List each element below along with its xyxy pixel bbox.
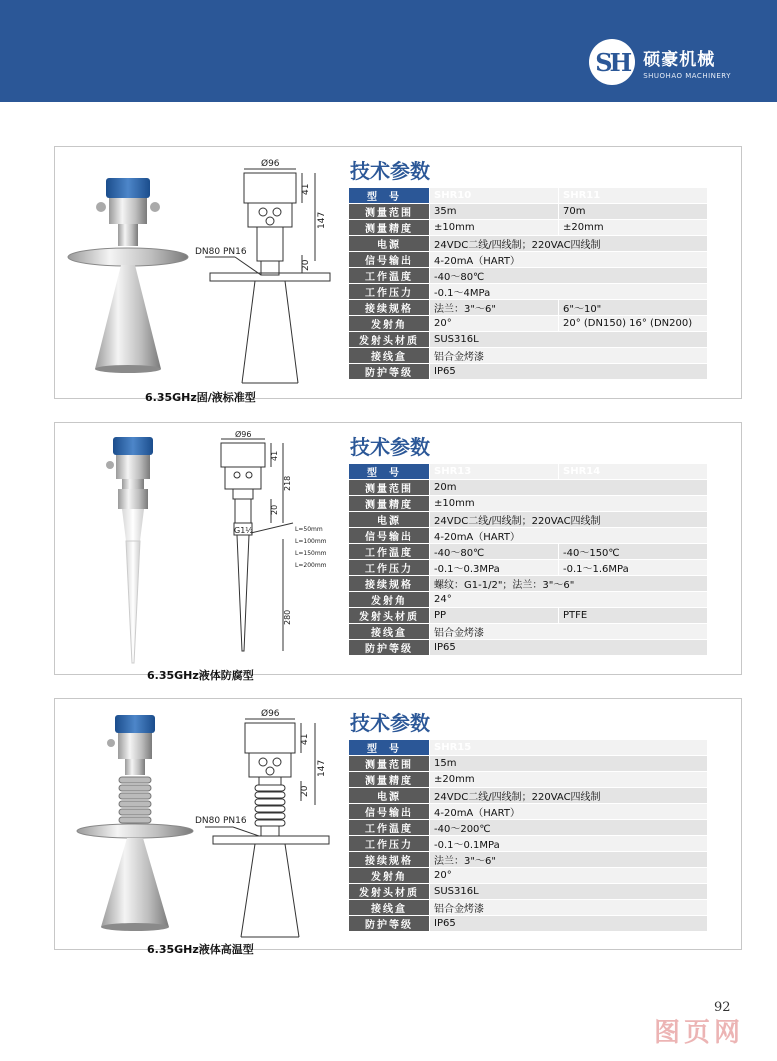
table-row: 工作压力 -0.1～0.1MPa (349, 836, 707, 852)
dimension-drawing (195, 705, 335, 941)
svg-text:20: 20 (270, 504, 279, 515)
product-caption: 6.35GHz液体高温型 (147, 943, 254, 956)
svg-text:L=50mm: L=50mm (295, 526, 323, 533)
table-row: 工作压力 -0.1～4MPa (349, 284, 707, 300)
svg-text:DN80 PN16: DN80 PN16 (195, 816, 247, 826)
page-header (0, 0, 777, 102)
table-row: 工作压力 -0.1～0.3MPa -0.1～1.6MPa (349, 560, 707, 576)
table-row: 防护等级 IP65 (349, 640, 707, 656)
table-row: 测量精度 ±10mm ±20mm (349, 220, 707, 236)
product-panel-1 (54, 146, 742, 404)
product-photo-standard (63, 173, 213, 375)
table-row: 测量精度 ±20mm (349, 772, 707, 788)
company-name-cn: 硕豪机械 (643, 49, 716, 70)
svg-text:147: 147 (317, 211, 327, 229)
svg-text:G1½: G1½ (234, 526, 254, 535)
table-row: 测量范围 15m (349, 756, 707, 772)
svg-text:Ø96: Ø96 (261, 159, 280, 169)
table-row: 测量范围 20m (349, 480, 707, 496)
svg-text:41: 41 (300, 733, 310, 745)
spec-table (349, 740, 707, 932)
table-row: 电源 24VDC二线/四线制；220VAC四线制 (349, 788, 707, 804)
table-row: 防护等级 IP65 (349, 364, 707, 380)
svg-text:L=100mm: L=100mm (295, 538, 327, 545)
table-row: 防护等级 IP65 (349, 916, 707, 932)
table-header-row: 型号 SHR10 SHR11 (349, 188, 707, 204)
svg-text:41: 41 (270, 450, 279, 461)
svg-text:147: 147 (317, 759, 327, 777)
spec-title: 技术参数 (350, 711, 430, 735)
svg-text:Ø96: Ø96 (261, 709, 280, 719)
table-row: 接续规格 法兰：3"～6" (349, 852, 707, 868)
table-header-row: 型号 SHR13 SHR14 (349, 464, 707, 480)
company-name-en: SHUOHAO MACHINERY (643, 71, 731, 80)
table-header-row: 型号 SHR15 (349, 740, 707, 756)
table-row: 测量范围 35m 70m (349, 204, 707, 220)
spec-title: 技术参数 (350, 435, 430, 459)
svg-text:41: 41 (301, 183, 311, 195)
svg-text:L=150mm: L=150mm (295, 550, 327, 557)
product-caption: 6.35GHz液体防腐型 (147, 669, 254, 682)
table-row: 发射角 20° (349, 868, 707, 884)
table-row: 工作温度 -40～80℃ (349, 268, 707, 284)
table-row: 电源 24VDC二线/四线制；220VAC四线制 (349, 236, 707, 252)
watermark: 图页网 (654, 1018, 745, 1048)
table-row: 信号输出 4-20mA（HART） (349, 252, 707, 268)
spec-table (349, 464, 707, 656)
spec-title: 技术参数 (350, 159, 430, 183)
table-row: 信号输出 4-20mA（HART） (349, 528, 707, 544)
table-row: 测量精度 ±10mm (349, 496, 707, 512)
dimension-drawing (205, 429, 345, 665)
svg-text:20: 20 (300, 785, 310, 797)
table-row: 发射头材质 SUS316L (349, 332, 707, 348)
page-number: 92 (714, 1000, 731, 1015)
table-row: 接线盒 铝合金烤漆 (349, 624, 707, 640)
table-row: 接线盒 铝合金烤漆 (349, 900, 707, 916)
table-row: 工作温度 -40～200℃ (349, 820, 707, 836)
product-caption: 6.35GHz固/液标准型 (145, 391, 256, 404)
svg-text:218: 218 (283, 475, 292, 491)
table-row: 发射角 20° 20° (DN150) 16° (DN200) (349, 316, 707, 332)
table-row: 接续规格 法兰：3"～6" 6"～10" (349, 300, 707, 316)
table-row: 发射角 24° (349, 592, 707, 608)
table-row: 接线盒 铝合金烤漆 (349, 348, 707, 364)
product-photo-high-temp (73, 711, 203, 935)
product-panel-3 (54, 698, 742, 956)
table-row: 发射头材质 PP PTFE (349, 608, 707, 624)
table-row: 工作温度 -40～80℃ -40～150℃ (349, 544, 707, 560)
table-row: 发射头材质 SUS316L (349, 884, 707, 900)
company-logo (589, 39, 731, 85)
spec-table (349, 188, 707, 380)
table-row: 信号输出 4-20mA（HART） (349, 804, 707, 820)
svg-text:280: 280 (283, 609, 292, 625)
product-photo-anticorrosion (95, 431, 175, 667)
svg-text:Ø96: Ø96 (235, 430, 252, 439)
svg-text:20: 20 (301, 259, 311, 271)
logo-mark-icon: SH (589, 39, 635, 85)
svg-text:L=200mm: L=200mm (295, 562, 327, 569)
dimension-drawing (195, 155, 335, 387)
svg-text:DN80 PN16: DN80 PN16 (195, 247, 247, 257)
table-row: 接续规格 螺纹：G1-1/2"；法兰：3"～6" (349, 576, 707, 592)
table-row: 电源 24VDC二线/四线制；220VAC四线制 (349, 512, 707, 528)
product-panel-2 (54, 422, 742, 682)
